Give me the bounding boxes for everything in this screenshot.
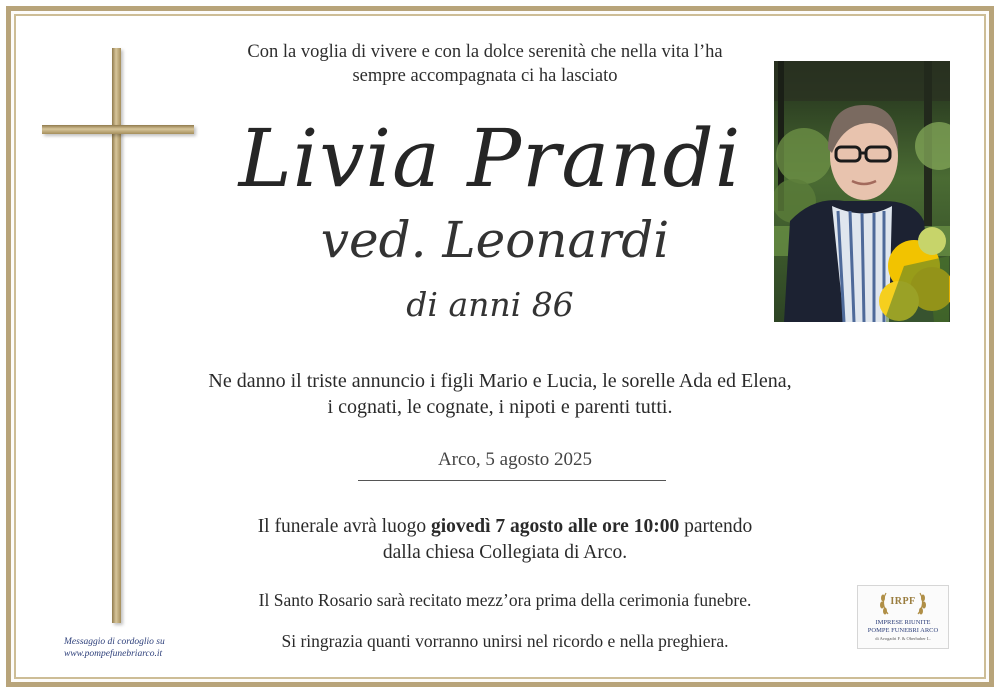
logo-line-1: IMPRESE RIUNITE — [875, 619, 931, 626]
announcement-line-2: i cognati, le cognate, i nipoti e parenti tutti. — [327, 396, 673, 418]
condolence-label: Messaggio di cordoglio su — [64, 637, 165, 647]
logo-abbreviation: IRPF — [890, 596, 916, 607]
intro-text — [215, 40, 755, 88]
funeral-line-1 — [180, 514, 830, 540]
logo-line-3: di Avogadri F. & Oberhuber L. — [875, 636, 931, 641]
widow-of: ved. Leonardi — [320, 211, 670, 269]
announcement — [140, 368, 860, 420]
funeral-when: giovedì 7 agosto alle ore 10:00 — [430, 516, 680, 537]
intro-line-2: sempre accompagnata ci ha lasciato — [352, 66, 618, 86]
funeral-home-logo — [857, 585, 949, 649]
deceased-name: Livia Prandi — [238, 112, 742, 205]
intro-line-1: Con la voglia di vivere e con la dolce serenità che nella vita l’ha — [247, 42, 723, 62]
thanks-note: Si ringrazia quanti vorranno unirsi nel ricordo e nella preghiera. — [281, 631, 729, 651]
rosary-note: Il Santo Rosario sarà recitato mezz’ora prima della cerimonia funebre. — [258, 590, 752, 610]
date-divider — [358, 480, 666, 481]
condolence-message — [64, 636, 224, 660]
latin-cross-icon — [42, 48, 200, 628]
funeral-suffix: partendo — [679, 516, 753, 537]
funeral-line-2: dalla chiesa Collegiata di Arco. — [382, 542, 628, 563]
funeral-prefix: Il funerale avrà luogo — [257, 516, 431, 537]
cross-horizontal-bar — [42, 125, 194, 134]
place-date: Arco, 5 agosto 2025 — [437, 449, 593, 470]
age: di anni 86 — [406, 285, 574, 324]
announcement-line-1: Ne danno il triste annuncio i figli Mario e Lucia, le sorelle Ada ed Elena, — [208, 370, 792, 392]
logo-line-2: POMPE FUNEBRI ARCO — [867, 627, 939, 634]
portrait-photo — [774, 61, 950, 322]
condolence-link[interactable]: www.pompefunebriarco.it — [64, 649, 163, 659]
portrait-illustration — [774, 61, 950, 322]
funeral-details — [180, 514, 830, 566]
cross-vertical-bar — [112, 48, 121, 623]
